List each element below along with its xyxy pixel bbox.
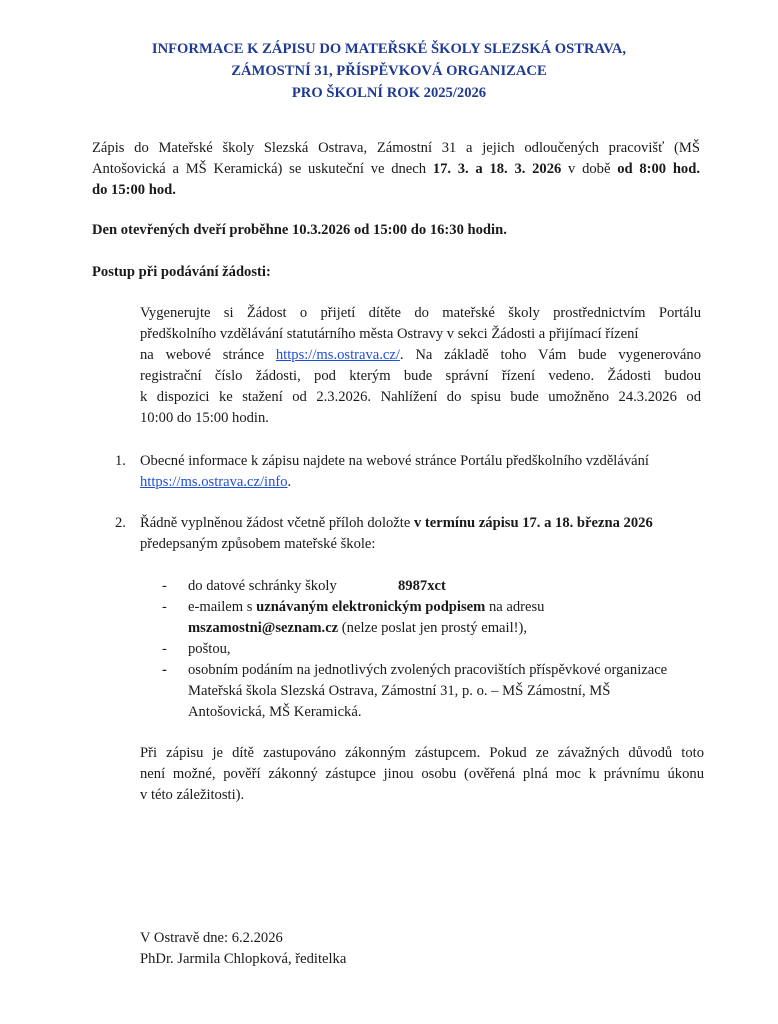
email-text: e-mailem s	[188, 599, 257, 615]
email-line-1	[188, 597, 708, 618]
intro-paragraph	[92, 138, 700, 201]
procedure-line-3	[140, 345, 701, 366]
intro-text: Antošovická a MŠ Keramická) se uskuteční ve dnech	[92, 161, 433, 177]
email-address: mszamostni@seznam.cz	[188, 620, 339, 636]
email-text: na adresu	[485, 599, 545, 615]
bullet-dash: -	[162, 578, 167, 594]
bullet-dash: -	[162, 662, 167, 678]
procedure-line-6: 10:00 do 15:00 hodin.	[140, 410, 269, 426]
title-line-2: ZÁMOSTNÍ 31, PŘÍSPĚVKOVÁ ORGANIZACE	[231, 63, 547, 79]
method-data-box	[188, 576, 708, 597]
list-item-2	[140, 513, 704, 555]
title-line-1: INFORMACE K ZÁPISU DO MATEŘSKÉ ŠKOLY SLEZSKÁ OSTRAVA,	[151, 41, 627, 57]
method-post: poštou,	[188, 641, 231, 657]
email-note: (nelze poslat jen prostý email!),	[338, 620, 527, 636]
email-line-2	[188, 618, 708, 639]
data-box-id: 8987xct	[398, 578, 446, 594]
email-signature-requirement: uznávaným elektronickým podpisem	[256, 599, 486, 615]
in-person-line-3: Antošovická, MŠ Keramická.	[188, 704, 362, 720]
procedure-heading: Postup při podávání žádosti:	[92, 264, 271, 280]
item1-line-2	[140, 472, 704, 493]
representation-paragraph	[140, 743, 704, 806]
intro-text: v době	[561, 161, 618, 177]
intro-line-2	[92, 159, 700, 180]
procedure-line-5: k dispozici ke stažení od 2.3.2026. Nahlížení do spisu bude umožněno 24.3.2026 od	[140, 389, 701, 405]
in-person-line-2: Mateřská škola Slezská Ostrava, Zámostní 31, p. o. – MŠ Zámostní, MŠ	[188, 683, 611, 699]
signature-block	[140, 928, 540, 970]
item2-line-1	[140, 513, 704, 534]
intro-dates: 17. 3. a 18. 3. 2026	[432, 161, 562, 177]
intro-line-1: Zápis do Mateřské školy Slezská Ostrava, Zámostní 31 a jejich odloučených pracovišť (MŠ	[92, 140, 700, 156]
item2-deadline: v termínu zápisu 17. a 18. března 2026	[413, 515, 653, 531]
representation-line-3: v této záležitosti).	[140, 787, 245, 803]
representation-line-1: Při zápisu je dítě zastupováno zákonným zástupcem. Pokud ze závažných důvodů toto	[140, 745, 704, 761]
item2-text: Řádně vyplněnou žádost včetně příloh doložte	[140, 515, 414, 531]
method-in-person	[188, 660, 708, 723]
intro-time-end: do 15:00 hod.	[92, 182, 176, 198]
procedure-line-4: registrační číslo žádosti, pod kterým bude správní řízení vedeno. Žádosti budou	[140, 368, 701, 384]
procedure-line-2: předškolního vzdělávání statutárního města Ostravy v sekci Žádosti a přijímací řízení	[140, 326, 639, 342]
info-link[interactable]: https://ms.ostrava.cz/info	[140, 474, 288, 490]
list-number-1: 1.	[115, 453, 126, 469]
signature-date: V Ostravě dne: 6.2.2026	[140, 930, 283, 946]
item1-period: .	[287, 474, 292, 490]
portal-link[interactable]: https://ms.ostrava.cz/	[275, 347, 400, 363]
title-line-3: PRO ŠKOLNÍ ROK 2025/2026	[291, 85, 487, 101]
signature-name: PhDr. Jarmila Chlopková, ředitelka	[140, 951, 347, 967]
procedure-paragraph	[140, 303, 701, 429]
bullet-dash: -	[162, 641, 167, 657]
procedure-text: na webové stránce	[140, 347, 276, 363]
item2-line-2: předepsaným způsobem mateřské škole:	[140, 536, 376, 552]
document-title	[80, 38, 698, 104]
list-number-2: 2.	[115, 515, 126, 531]
list-item-1	[140, 451, 704, 493]
procedure-text: . Na základě toho Vám bude vygenerováno	[399, 347, 701, 363]
representation-line-2: není možné, pověří zákonný zástupce jinou osobu (ověřená plná moc k právnímu úkonu	[140, 766, 704, 782]
bullet-dash: -	[162, 599, 167, 615]
procedure-line-1: Vygenerujte si Žádost o přijetí dítěte do mateřské školy prostřednictvím Portálu	[140, 305, 701, 321]
intro-time-start: od 8:00 hod.	[617, 161, 700, 177]
method-email	[188, 597, 708, 639]
item1-line-1: Obecné informace k zápisu najdete na webové stránce Portálu předškolního vzdělávání	[140, 453, 649, 469]
in-person-line-1: osobním podáním na jednotlivých zvolených pracovištích příspěvkové organizace	[188, 662, 668, 678]
open-day-notice: Den otevřených dveří proběhne 10.3.2026 od 15:00 do 16:30 hodin.	[92, 222, 507, 238]
data-box-label: do datové schránky školy	[188, 578, 337, 594]
